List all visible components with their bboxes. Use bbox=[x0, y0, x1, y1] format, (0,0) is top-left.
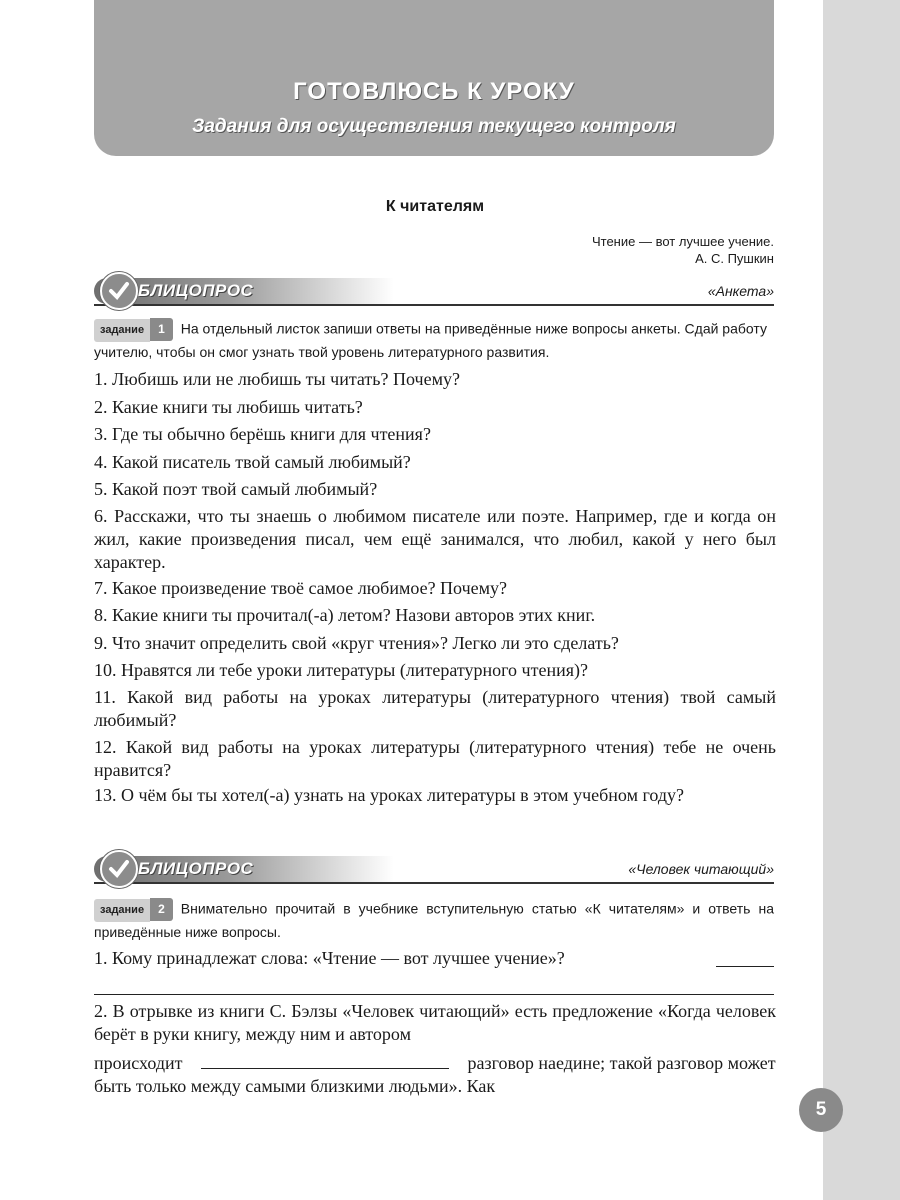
banner-subtitle: Задания для осуществления текущего контроля bbox=[192, 116, 676, 137]
answer-line[interactable] bbox=[94, 994, 774, 995]
banner-title: ГОТОВЛЮСЬ К УРОКУ bbox=[293, 78, 575, 105]
blitz-label: БЛИЦОПРОС bbox=[138, 281, 254, 300]
question-item: 3. Где ты обычно берёшь книги для чтения? bbox=[94, 424, 431, 444]
question-item: 5. Какой поэт твой самый любимый? bbox=[94, 479, 378, 499]
blitz-topic: «Человек читающий» bbox=[628, 861, 774, 877]
question-item: 10. Нравятся ли тебе уроки литературы (литературного чтения)? bbox=[94, 660, 588, 680]
task-1 bbox=[94, 318, 774, 363]
task-text: На отдельный листок запиши ответы на приведённые ниже вопросы анкеты. Сдай работу учителю, чтобы он смог узнать твой уровень литературного развития. bbox=[94, 320, 767, 360]
question-item: 4. Какой писатель твой самый любимый? bbox=[94, 452, 411, 472]
page-number: 5 bbox=[799, 1088, 843, 1132]
task2-question-1: 1. Кому принадлежат слова: «Чтение — вот лучшее учение»? bbox=[94, 947, 776, 970]
task2-question-2: 2. В отрывке из книги С. Бэлзы «Человек читающий» есть предложение «Когда человек берёт в руки книгу, между ним и автором bbox=[94, 1001, 776, 1044]
blitz-header-2 bbox=[94, 856, 774, 884]
question-item: 8. Какие книги ты прочитал(-а) летом? Назови авторов этих книг. bbox=[94, 605, 596, 625]
task-2 bbox=[94, 898, 774, 943]
task-text: Внимательно прочитай в учебнике вступительную статью «К читателям» и ответь на приведённые ниже вопросы. bbox=[94, 900, 774, 940]
question-item: 11. Какой вид работы на уроках литературы (литературного чтения) твой самый любимый? bbox=[94, 687, 776, 730]
question-item: 9. Что значит определить свой «круг чтения»? Легко ли это сделать? bbox=[94, 633, 619, 653]
epigraph-author: А. С. Пушкин bbox=[695, 251, 774, 266]
section-title: К читателям bbox=[385, 198, 485, 215]
question-item: 6. Расскажи, что ты знаешь о любимом писателе или поэте. Например, где и когда он жил, какие произведения писал, чем ещё занимался, что любил, какой у него был характер. bbox=[94, 506, 776, 572]
question-item: 7. Какое произведение твоё самое любимое? Почему? bbox=[94, 578, 508, 598]
side-strip bbox=[823, 0, 900, 1200]
blitz-header-1 bbox=[94, 278, 774, 306]
question-item: 13. О чём бы ты хотел(-а) узнать на уроках литературы в этом учебном году? bbox=[94, 785, 685, 805]
epigraph bbox=[592, 233, 774, 267]
header-banner bbox=[94, 0, 774, 156]
answer-blank[interactable] bbox=[201, 1052, 449, 1069]
blitz-label: БЛИЦОПРОС bbox=[138, 859, 254, 878]
task2-question-2-cont: происходит разговор наедине; такой разговор может быть только между самыми близкими людьми». Как bbox=[94, 1053, 776, 1096]
question-item: 1. Любишь или не любишь ты читать? Почему? bbox=[94, 369, 460, 389]
blitz-topic: «Анкета» bbox=[707, 283, 774, 299]
checkmark-icon bbox=[100, 272, 138, 310]
question-item: 12. Какой вид работы на уроках литературы (литературного чтения) тебе не очень нравится? bbox=[94, 737, 776, 780]
task-badge: задание 2 bbox=[94, 898, 173, 922]
answer-blank[interactable] bbox=[716, 950, 774, 967]
checkmark-icon bbox=[100, 850, 138, 888]
task-badge: задание 1 bbox=[94, 318, 173, 342]
epigraph-quote: Чтение — вот лучшее учение. bbox=[591, 234, 774, 249]
question-item: 2. Какие книги ты любишь читать? bbox=[94, 397, 363, 417]
